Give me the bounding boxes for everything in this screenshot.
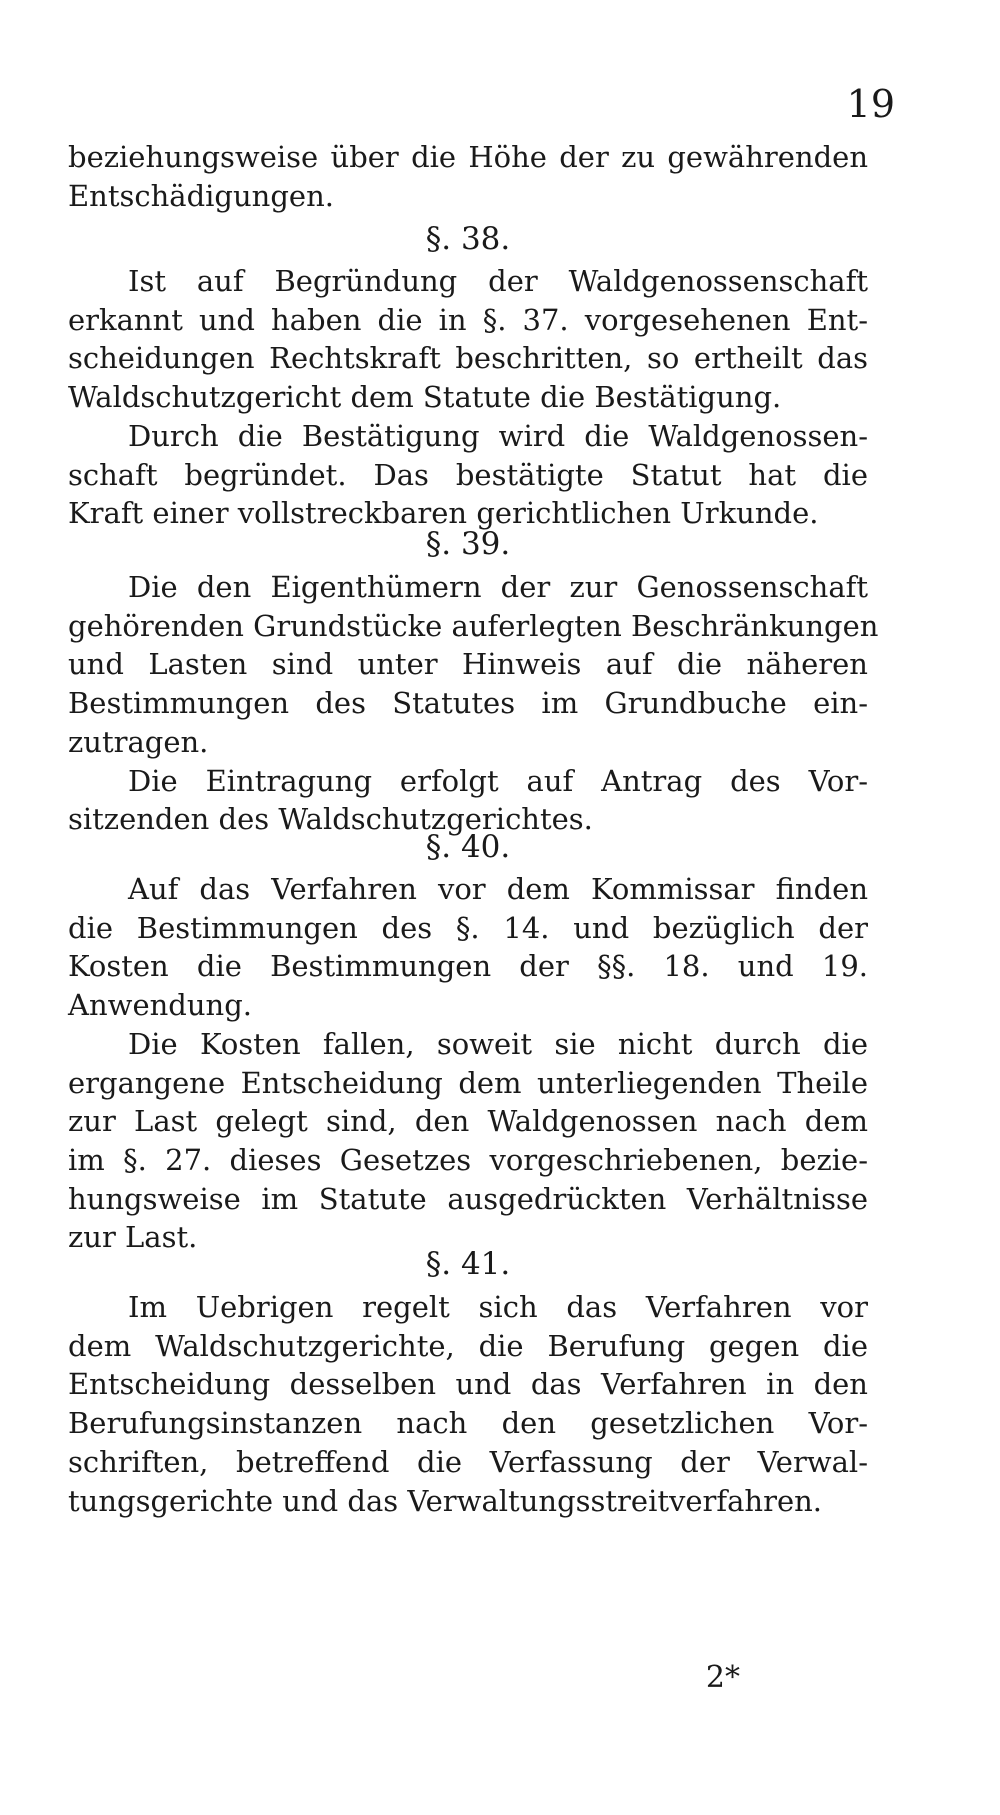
text-line: erkannt und haben die in §. 37. vorgesehenen Ent- bbox=[68, 302, 868, 337]
text-line: Entscheidung desselben und das Verfahren in den bbox=[68, 1367, 868, 1402]
text-line: schaft begründet. Das bestätigte Statut hat die bbox=[68, 457, 868, 492]
text-line: Berufungsinstanzen nach den gesetzlichen Vor- bbox=[68, 1406, 868, 1441]
text-line: Kraft einer vollstreckbaren gerichtlichen Urkunde. bbox=[68, 496, 819, 531]
text-line: schriften, betreffend die Verfassung der Verwal- bbox=[68, 1444, 868, 1479]
text-line: Die Kosten fallen, soweit sie nicht durch die bbox=[128, 1026, 868, 1061]
section-heading-38: §. 38. bbox=[425, 221, 511, 257]
text-line: Die Eintragung erfolgt auf Antrag des Vor- bbox=[128, 763, 868, 798]
text-line: Im Uebrigen regelt sich das Verfahren vor bbox=[128, 1290, 868, 1324]
text-line: Entschädigungen. bbox=[68, 178, 334, 213]
text-line: Bestimmungen des Statutes im Grundbuche ein- bbox=[68, 686, 868, 721]
text-line: Die den Eigenthümern der zur Genossenschaft bbox=[128, 570, 868, 604]
section-heading-40: §. 40. bbox=[425, 829, 511, 865]
text-line: Anwendung. bbox=[68, 988, 252, 1023]
section-heading-39: §. 39. bbox=[425, 526, 511, 562]
text-line: scheidungen Rechtskraft beschritten, so ertheilt das bbox=[68, 341, 868, 376]
section-heading-41: §. 41. bbox=[425, 1246, 511, 1282]
text-line: die Bestimmungen des §. 14. und bezüglich der bbox=[68, 910, 868, 945]
text-line: gehörenden Grundstücke auferlegten Beschränkungen bbox=[68, 608, 879, 643]
text-line: dem Waldschutzgerichte, die Berufung gegen die bbox=[68, 1328, 868, 1363]
section-body-40 bbox=[68, 870, 868, 1257]
signature-mark: 2* bbox=[705, 1660, 740, 1695]
section-body-39 bbox=[68, 568, 879, 839]
text-line: zutragen. bbox=[68, 724, 209, 759]
text-line: sitzenden des Waldschutzgerichtes. bbox=[68, 802, 593, 837]
text-line: beziehungsweise über die Höhe der zu gewährenden bbox=[68, 140, 868, 174]
intro-paragraph bbox=[68, 138, 868, 215]
section-body-38 bbox=[68, 262, 868, 533]
text-line: Durch die Bestätigung wird die Waldgenossen- bbox=[128, 418, 868, 453]
text-line: und Lasten sind unter Hinweis auf die näheren bbox=[68, 647, 868, 682]
text-line: zur Last. bbox=[68, 1220, 198, 1255]
text-line: ergangene Entscheidung dem unterliegenden Theile bbox=[68, 1065, 868, 1100]
text-line: Ist auf Begründung der Waldgenossenschaft bbox=[128, 264, 868, 298]
page-number: 19 bbox=[846, 82, 895, 126]
text-line: tungsgerichte und das Verwaltungsstreitverfahren. bbox=[68, 1483, 823, 1518]
text-line: Waldschutzgericht dem Statute die Bestätigung. bbox=[68, 380, 782, 415]
section-body-41 bbox=[68, 1288, 868, 1520]
text-line: zur Last gelegt sind, den Waldgenossen nach dem bbox=[68, 1104, 868, 1139]
text-line: Kosten die Bestimmungen der §§. 18. und 19. bbox=[68, 949, 868, 984]
text-line: im §. 27. dieses Gesetzes vorgeschriebenen, bezie- bbox=[68, 1142, 868, 1177]
text-line: Auf das Verfahren vor dem Kommissar finden bbox=[128, 872, 868, 906]
text-line: hungsweise im Statute ausgedrückten Verhältnisse bbox=[68, 1181, 868, 1216]
